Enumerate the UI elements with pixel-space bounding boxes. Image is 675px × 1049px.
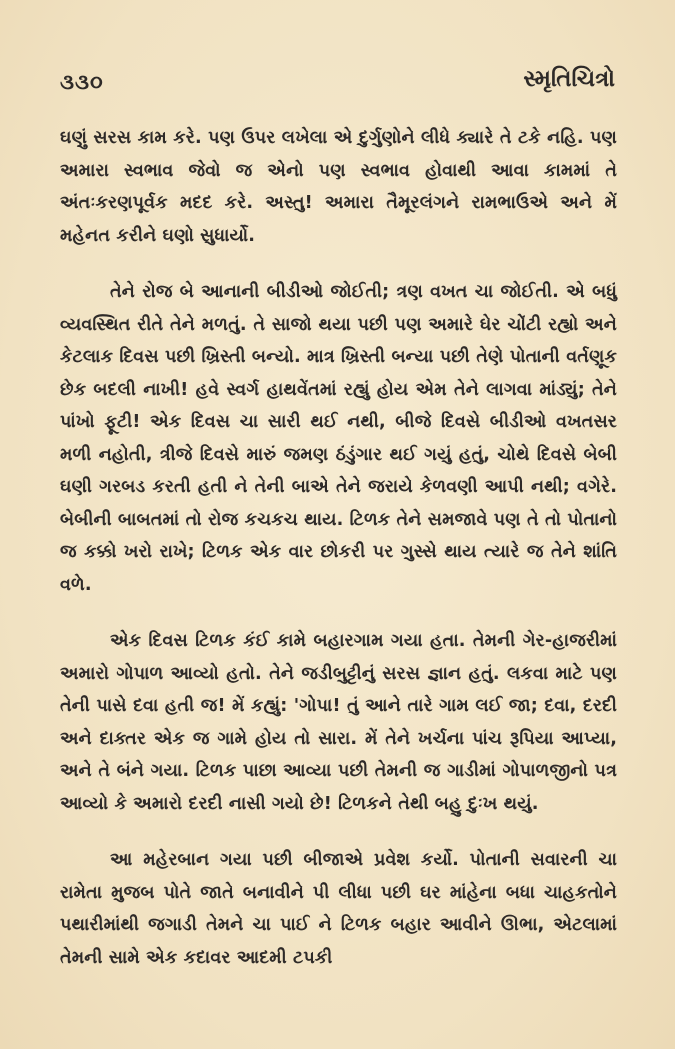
paragraph-1: ઘણું સરસ કામ કરે. પણ ઉપર લખેલા એ દુર્ગુણોને લીધે ક્યારે તે ટકે નહિ. પણ અમારા સ્વભાવ જેવો જ એનો પણ સ્વભાવ હોવાથી આવા કામમાં તે અંતઃકરણપૂર્વક મદદ કરે. અસ્તુ! અમારા તૈમૂરલંગને રામભાઉએ અને મેં મહેનત કરીને ઘણો સુધાર્યો. — [60, 128, 617, 246]
page-number: ૩૩૦ — [60, 70, 104, 94]
page-header — [60, 66, 615, 102]
paragraph-4: આ મહેરબાન ગયા પછી બીજાએ પ્રવેશ કર્યો. પોતાની સવારની ચા રામેતા મુજબ પોતે જાતે બનાવીને પી લીધા પછી ઘર માંહેના બધા ચાહકતોને પથારીમાંથી જગાડી તેમને ચા પાઈ ને ટિળક બહાર આવીને ઊભા, એટલામાં તેમની સામે એક કદાવર આદમી ટપકી — [60, 850, 617, 968]
body-text — [60, 122, 617, 998]
paragraph-2: તેને રોજ બે આનાની બીડીઓ જોઈતી; ત્રણ વખત ચા જોઈતી. એ બધું વ્યવસ્થિત રીતે તેને મળતું. તે સાજો થયા પછી પણ અમારે ઘેર ચોંટી રહ્યો અને કેટલાક દિવસ પછી ખ્રિસ્તી બન્યો. માત્ર ખ્રિસ્તી બન્યા પછી તેણે પોતાની વર્તણૂક છેક બદલી નાખી! હવે સ્વર્ગ હાથવેંતમાં રહ્યું હોય એમ તેને લાગવા માંડ્યું; તેને પાંખો ફૂટી! એક દિવસ ચા સારી થઈ નથી, બીજે દિવસે બીડીઓ વખતસર મળી નહોતી, ત્રીજે દિવસે મારું જમણ ઠંડુંગાર થઈ ગયું હતું, ચોથે દિવસે બેબી ઘણી ગરબડ કરતી હતી ને તેની બાએ તેને જરાયે કેળવણી આપી નથી; વગેરે. બેબીની બાબતમાં તો રોજ કચકચ થાય. ટિળક તેને સમજાવે પણ તે તો પોતાનો જ કક્કો ખરો રાખે; ટિળક એક વાર છોકરી પર ગુસ્સે થાય ત્યારે જ તેને શાંતિ વળે. — [60, 282, 617, 595]
running-title: સ્મૃતિચિત્રો — [523, 66, 615, 92]
paragraph-3: એક દિવસ ટિળક કંઈ કામે બહારગામ ગયા હતા. તેમની ગેર-હાજરીમાં અમારો ગોપાળ આવ્યો હતો. તેને જડીબુટ્ટીનું સરસ જ્ઞાન હતું. લકવા માટે પણ તેની પાસે દવા હતી જ! મેં કહ્યું: 'ગોપા! તું આને તારે ગામ લઈ જા; દવા, દરદી અને દાક્તર એક જ ગામે હોય તો સારા. મેં તેને ખર્ચના પાંચ રૂપિયા આપ્યા, અને તે બંને ગયા. ટિળક પાછા આવ્યા પછી તેમની જ ગાડીમાં ગોપાળજીનો પત્ર આવ્યો કે અમારો દરદી નાસી ગયો છે! ટિળકને તેથી બહુ દુઃખ થયું. — [60, 631, 617, 814]
